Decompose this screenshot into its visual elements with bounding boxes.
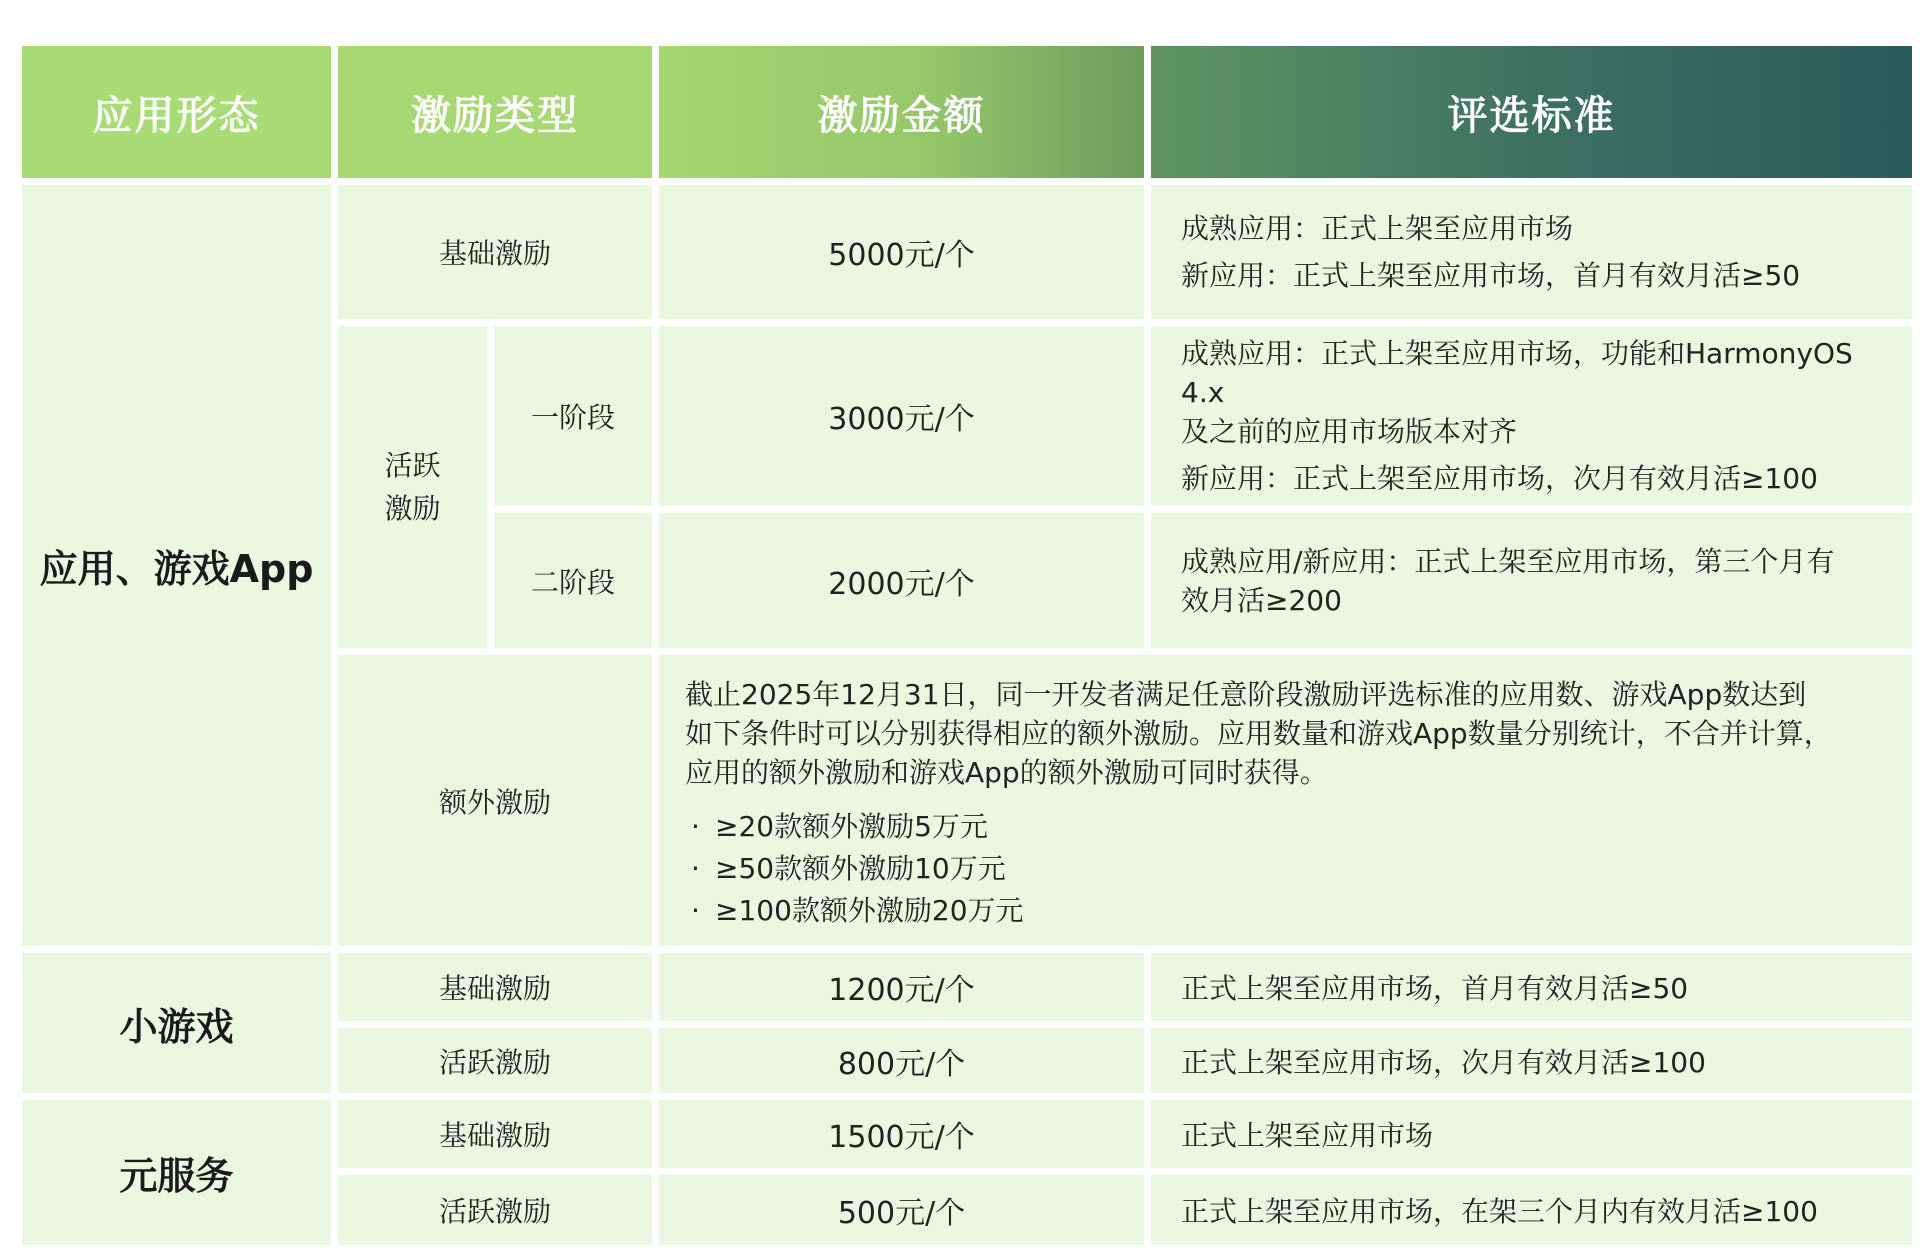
extra-tier-text: ≥100款额外激励20万元 [715, 894, 1024, 927]
amount-atomic-active: 500元/个 [659, 1175, 1144, 1245]
criteria-line: 新应用：正式上架至应用市场，首月有效月活≥50 [1181, 259, 1801, 292]
extra-desc-line: 截止2025年12月31日，同一开发者满足任意阶段激励评选标准的应用数、游戏App数达到 [685, 678, 1807, 711]
category-mini-game: 小游戏 [22, 953, 331, 1093]
amount-app-stage2: 2000元/个 [659, 513, 1144, 648]
extra-desc-line: 应用的额外激励和游戏App的额外激励可同时获得。 [685, 756, 1328, 789]
criteria-app-stage2 [1151, 513, 1912, 648]
bullet-dot: · [691, 894, 700, 927]
amount-app-stage1: 3000元/个 [659, 326, 1144, 506]
category-app-game: 应用、游戏App [22, 185, 331, 946]
bullet-dot: · [691, 852, 700, 885]
type-minigame-active: 活跃激励 [338, 1028, 652, 1093]
amount-minigame-basic: 1200元/个 [659, 953, 1144, 1021]
amount-app-basic: 5000元/个 [659, 185, 1144, 319]
extra-tier-item [691, 848, 1024, 890]
criteria-line: 成熟应用：正式上架至应用市场 [1181, 212, 1574, 245]
amount-minigame-active: 800元/个 [659, 1028, 1144, 1093]
stage-one: 一阶段 [494, 326, 652, 506]
category-atomic-service: 元服务 [22, 1100, 331, 1245]
type-basic-incentive: 基础激励 [338, 185, 652, 319]
criteria-line: 成熟应用：正式上架至应用市场，功能和HarmonyOS 4.x [1181, 337, 1853, 409]
criteria-line: 新应用：正式上架至应用市场，次月有效月活≥100 [1181, 462, 1818, 495]
criteria-atomic-active: 正式上架至应用市场，在架三个月内有效月活≥100 [1151, 1175, 1912, 1245]
header-incentive-type: 激励类型 [338, 46, 652, 178]
bullet-dot: · [691, 810, 700, 843]
criteria-minigame-basic: 正式上架至应用市场，首月有效月活≥50 [1151, 953, 1912, 1021]
type-active-line2: 激励 [384, 492, 441, 525]
type-active-incentive [338, 326, 487, 648]
type-atomic-active: 活跃激励 [338, 1175, 652, 1245]
header-selection-criteria: 评选标准 [1151, 46, 1912, 178]
extra-tier-text: ≥50款额外激励10万元 [715, 852, 1006, 885]
type-active-line1: 活跃 [384, 449, 441, 482]
extra-tier-item [691, 806, 1024, 848]
extra-desc-line: 如下条件时可以分别获得相应的额外激励。应用数量和游戏App数量分别统计，不合并计算， [685, 717, 1832, 750]
criteria-line: 成熟应用/新应用：正式上架至应用市场，第三个月有 [1181, 544, 1835, 578]
type-extra-incentive: 额外激励 [338, 655, 652, 946]
header-app-form: 应用形态 [22, 46, 331, 178]
criteria-app-basic [1151, 185, 1912, 319]
criteria-line: 效月活≥200 [1181, 583, 1342, 617]
stage-two: 二阶段 [494, 513, 652, 648]
criteria-minigame-active: 正式上架至应用市场，次月有效月活≥100 [1151, 1028, 1912, 1093]
criteria-line: 及之前的应用市场版本对齐 [1181, 415, 1518, 448]
header-incentive-amount: 激励金额 [659, 46, 1144, 178]
incentive-table [22, 46, 1912, 1245]
criteria-atomic-basic: 正式上架至应用市场 [1151, 1100, 1912, 1168]
criteria-app-stage1 [1151, 326, 1912, 506]
type-atomic-basic: 基础激励 [338, 1100, 652, 1168]
extra-incentive-details [659, 655, 1912, 946]
extra-tier-list [685, 806, 1024, 932]
extra-tier-item [691, 890, 1024, 932]
amount-atomic-basic: 1500元/个 [659, 1100, 1144, 1168]
extra-tier-text: ≥20款额外激励5万元 [715, 810, 988, 843]
type-minigame-basic: 基础激励 [338, 953, 652, 1021]
